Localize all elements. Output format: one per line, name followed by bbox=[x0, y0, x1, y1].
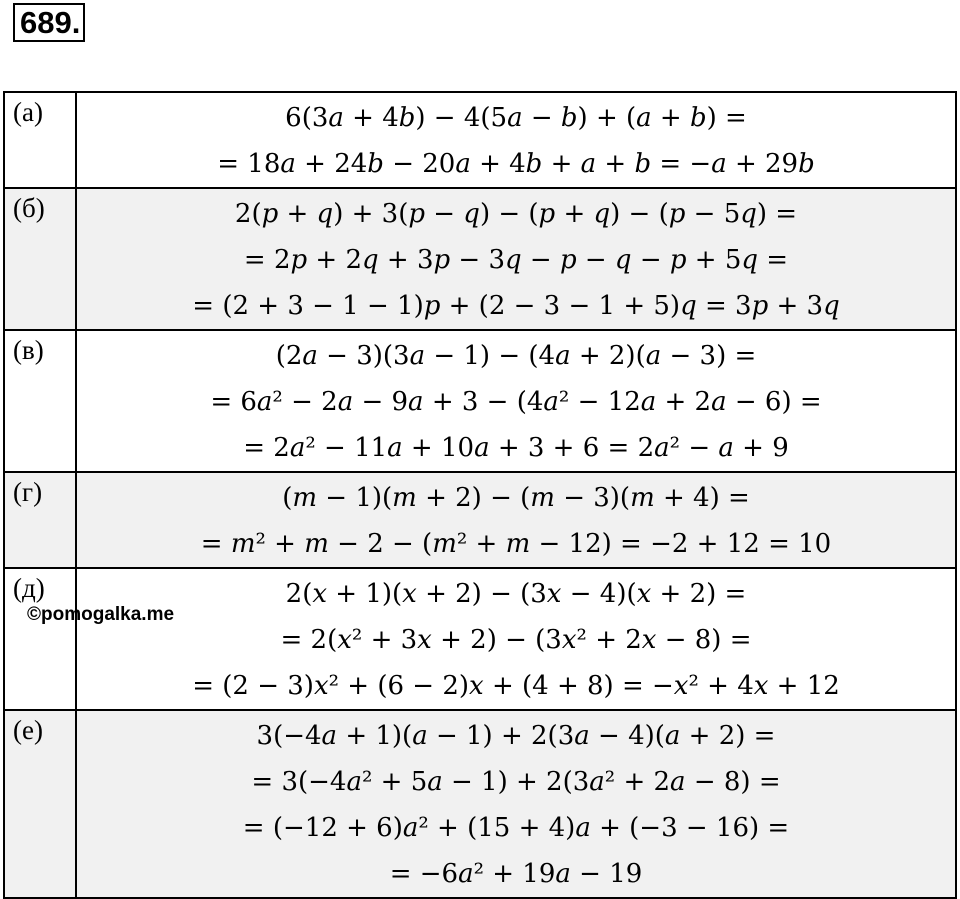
solution-row-e bbox=[4, 710, 956, 898]
expression-cell bbox=[76, 472, 956, 568]
math-line: (𝑚 − 1)(𝑚 + 2) − (𝑚 − 3)(𝑚 + 4) = bbox=[282, 483, 750, 513]
row-label: (в) bbox=[4, 330, 76, 472]
problem-number-value: 689 bbox=[20, 5, 72, 40]
math-line: = 3(−4𝑎² + 5𝑎 − 1) + 2(3𝑎² + 2𝑎 − 8) = bbox=[251, 767, 781, 797]
math-line: 6(3𝑎 + 4𝑏) − 4(5𝑎 − 𝑏) + (𝑎 + 𝑏) = bbox=[285, 103, 747, 133]
expression-cell bbox=[76, 568, 956, 710]
math-line: = 2𝑎² − 11𝑎 + 10𝑎 + 3 + 6 = 2𝑎² − 𝑎 + 9 bbox=[243, 433, 789, 463]
math-line: (2𝑎 − 3)(3𝑎 − 1) − (4𝑎 + 2)(𝑎 − 3) = bbox=[275, 341, 757, 371]
expression-cell bbox=[76, 710, 956, 898]
problem-number-suffix: . bbox=[71, 5, 81, 40]
expression-cell bbox=[76, 188, 956, 330]
math-line: 2(𝑥 + 1)(𝑥 + 2) − (3𝑥 − 4)(𝑥 + 2) = bbox=[285, 579, 747, 609]
math-line: = (2 + 3 − 1 − 1)𝑝 + (2 − 3 − 1 + 5)𝑞 = 3𝑝 + 3𝑞 bbox=[192, 291, 840, 321]
math-line: = (−12 + 6)𝑎² + (15 + 4)𝑎 + (−3 − 16) = bbox=[242, 813, 790, 843]
row-label: (д) bbox=[4, 568, 76, 710]
math-line: = 18𝑎 + 24𝑏 − 20𝑎 + 4𝑏 + 𝑎 + 𝑏 = −𝑎 + 29𝑏 bbox=[217, 149, 815, 179]
row-label: (г) bbox=[4, 472, 76, 568]
watermark: ©pomogalka.me bbox=[27, 604, 175, 625]
expression-cell bbox=[76, 330, 956, 472]
solution-row-d bbox=[4, 568, 956, 710]
solution-row-a bbox=[4, 92, 956, 188]
problem-number bbox=[13, 3, 85, 42]
math-line: = 2(𝑥² + 3𝑥 + 2) − (3𝑥² + 2𝑥 − 8) = bbox=[280, 625, 752, 655]
math-line: 2(𝑝 + 𝑞) + 3(𝑝 − 𝑞) − (𝑝 + 𝑞) − (𝑝 − 5𝑞) = bbox=[234, 199, 798, 229]
math-line: = 6𝑎² − 2𝑎 − 9𝑎 + 3 − (4𝑎² − 12𝑎 + 2𝑎 − 6) = bbox=[210, 387, 822, 417]
math-line: = 2𝑝 + 2𝑞 + 3𝑝 − 3𝑞 − 𝑝 − 𝑞 − 𝑝 + 5𝑞 = bbox=[243, 245, 789, 275]
expression-cell bbox=[76, 92, 956, 188]
solution-row-b bbox=[4, 188, 956, 330]
row-label: (а) bbox=[4, 92, 76, 188]
math-line: 3(−4𝑎 + 1)(𝑎 − 1) + 2(3𝑎 − 4)(𝑎 + 2) = bbox=[256, 721, 776, 751]
math-line: = (2 − 3)𝑥² + (6 − 2)𝑥 + (4 + 8) = −𝑥² + 4𝑥 + 12 bbox=[192, 671, 840, 701]
math-line: = −6𝑎² + 19𝑎 − 19 bbox=[389, 859, 643, 889]
math-line: = 𝑚² + 𝑚 − 2 − (𝑚² + 𝑚 − 12) = −2 + 12 = 10 bbox=[200, 529, 832, 559]
row-label: (б) bbox=[4, 188, 76, 330]
row-label: (е) bbox=[4, 710, 76, 898]
solutions-table bbox=[3, 91, 957, 899]
solution-row-v bbox=[4, 330, 956, 472]
solution-row-g bbox=[4, 472, 956, 568]
